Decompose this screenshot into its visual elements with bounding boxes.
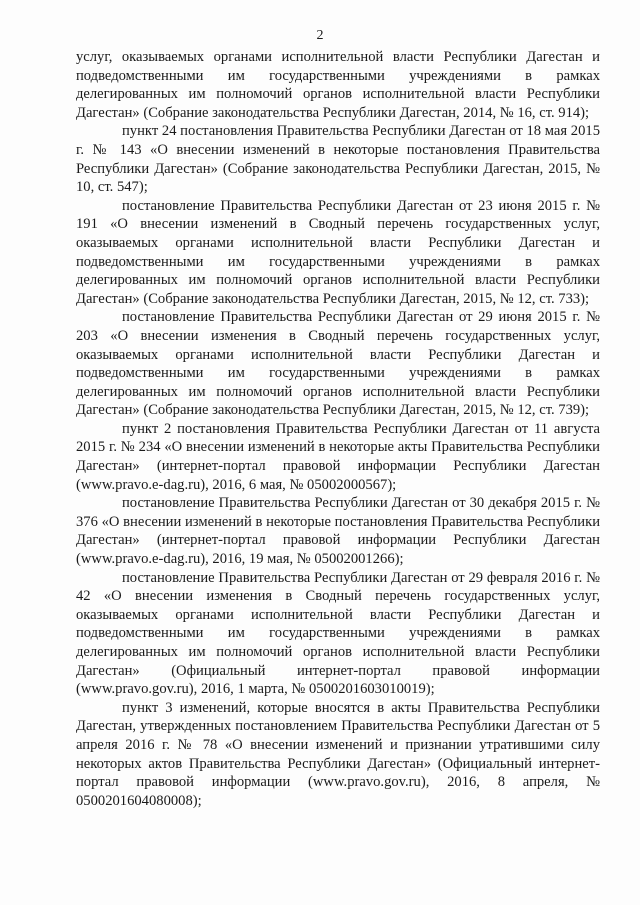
list-item-resolution-143: пункт 24 постановления Правительства Республики Дагестан от 18 мая 2015 г. № 143 «О внесении изменений в некоторые постановления Правительства Республики Дагестан» (Собрание законодательства Республики Дагестан, 2015, № 10, ст. 547); — [76, 123, 600, 196]
list-item-resolution-376: постановление Правительства Республики Дагестан от 30 декабря 2015 г. № 376 «О внесении изменений в некоторые постановления Правительства Республики Дагестан» (интернет-портал правовой информации Республики Дагестан (www.pravo.e-dag.ru), 2016, 19 мая, № 05002001266); — [76, 495, 600, 568]
list-item-resolution-42: постановление Правительства Республики Дагестан от 29 февраля 2016 г. № 42 «О внесении изменения в Сводный перечень государственных услуг, оказываемых органами исполнительной власти Республики Дагестан и подведомственными им государственными учреждениями в рамках делегированных им полномочий органов исполнительной власти Республики Дагестан» (Официальный интернет-портал правовой информации (www.pravo.gov.ru), 2016, 1 марта, № 0500201603010019); — [76, 569, 600, 698]
list-item-resolution-203: постановление Правительства Республики Дагестан от 29 июня 2015 г. № 203 «О внесении изменения в Сводный перечень государственных услуг, оказываемых органами исполнительной власти Республики Дагестан и подведомственными им государственными учреждениями в рамках делегированных им полномочий органов исполнительной власти Республики Дагестан» (Собрание законодательства Республики Дагестан, 2015, № 12, ст. 739); — [76, 309, 600, 419]
list-item-resolution-78: пункт 3 изменений, которые вносятся в акты Правительства Республики Дагестан, утвержденных постановлением Правительства Республики Дагестан от 5 апреля 2016 г. № 78 «О внесении изменений и признании утратившими силу некоторых актов Правительства Республики Дагестан» (Официальный интернет-портал правовой информации (www.pravo.gov.ru), 2016, 8 апреля, № 0500201604080008); — [76, 699, 600, 809]
paragraph-continuation: услуг, оказываемых органами исполнительной власти Республики Дагестан и подведомственными им государственными учреждениями в рамках делегированных им полномочий органов исполнительной власти Республики Дагестан» (Собрание законодательства Республики Дагестан, 2014, № 16, ст. 914); — [76, 49, 600, 121]
list-item-resolution-234: пункт 2 постановления Правительства Республики Дагестан от 11 августа 2015 г. № 234 «О внесении изменений в некоторые акты Правительства Республики Дагестан» (интернет-портал правовой информации Республики Дагестан (www.pravo.e-dag.ru), 2016, 6 мая, № 05002000567); — [76, 420, 600, 493]
page-number: 2 — [316, 28, 324, 43]
document-body — [76, 48, 600, 810]
list-item-resolution-191: постановление Правительства Республики Дагестан от 23 июня 2015 г. № 191 «О внесении изменений в Сводный перечень государственных услуг, оказываемых органами исполнительной власти Республики Дагестан и подведомственными им государственными учреждениями в рамках делегированных им полномочий органов исполнительной власти Республики Дагестан» (Собрание законодательства Республики Дагестан, 2015, № 12, ст. 733); — [76, 197, 600, 307]
